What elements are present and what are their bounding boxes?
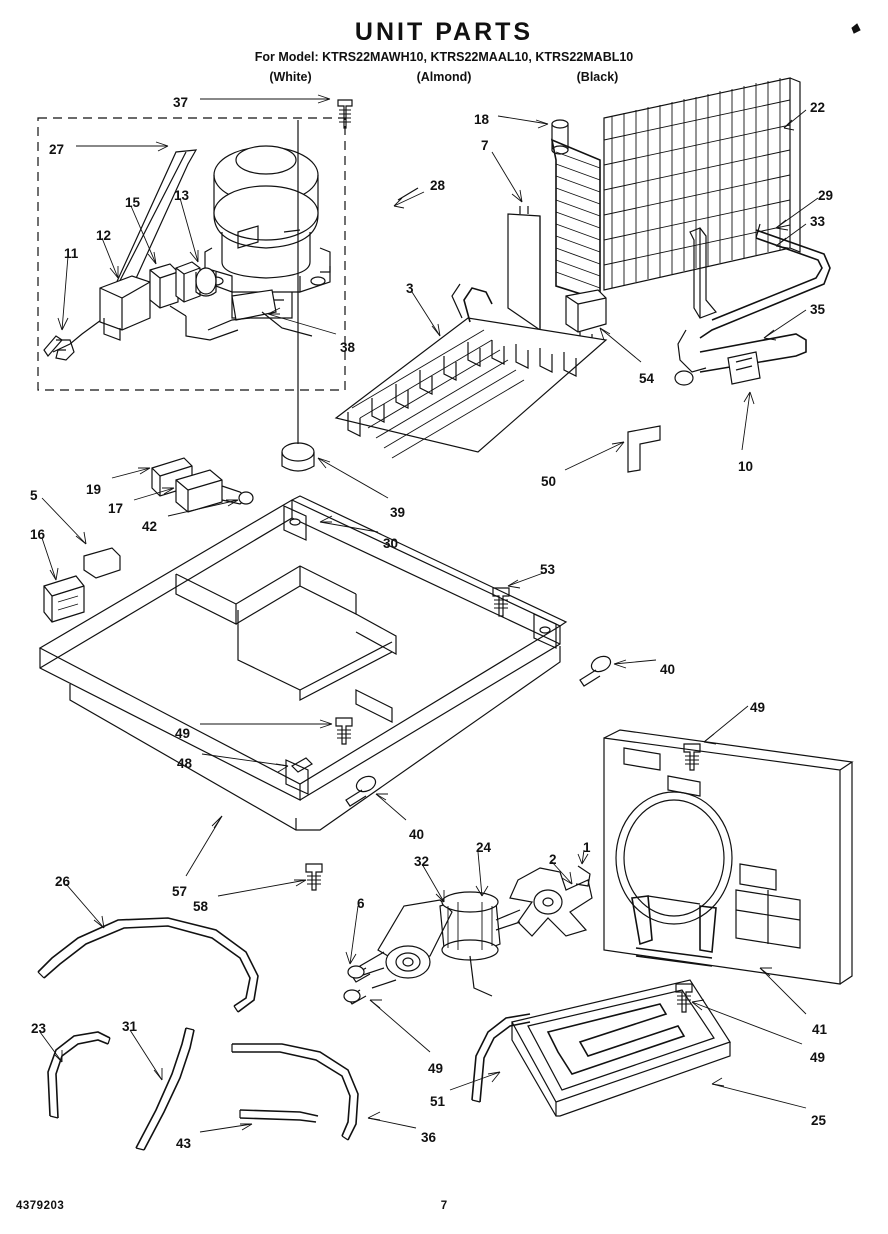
callout-40-right: 40 xyxy=(660,662,676,677)
callout-49-frame: 49 xyxy=(175,726,191,741)
callout-5: 5 xyxy=(30,488,38,503)
callout-38: 38 xyxy=(340,340,356,355)
callout-18: 18 xyxy=(474,112,490,127)
variant-almond: (Almond) xyxy=(416,70,472,84)
callout-49-shroud: 49 xyxy=(750,700,766,715)
callout-27: 27 xyxy=(49,142,65,157)
callout-28: 28 xyxy=(430,178,446,193)
callout-37: 37 xyxy=(173,95,189,110)
callout-16: 16 xyxy=(30,527,46,542)
callout-35: 35 xyxy=(810,302,826,317)
callout-7: 7 xyxy=(481,138,489,153)
callout-12: 12 xyxy=(96,228,112,243)
callout-15: 15 xyxy=(125,195,141,210)
callout-3: 3 xyxy=(406,281,414,296)
callout-19: 19 xyxy=(86,482,102,497)
document-number: 4379203 xyxy=(16,1200,65,1212)
callout-26: 26 xyxy=(55,874,71,889)
callout-23: 23 xyxy=(31,1021,47,1036)
callout-48: 48 xyxy=(177,756,193,771)
callout-17: 17 xyxy=(108,501,124,516)
callout-11: 11 xyxy=(64,246,79,261)
variant-black: (Black) xyxy=(576,70,619,84)
callout-10: 10 xyxy=(738,459,754,474)
callout-1: 1 xyxy=(583,840,591,855)
callout-53: 53 xyxy=(540,562,556,577)
callout-49-motor: 49 xyxy=(428,1061,444,1076)
variant-white: (White) xyxy=(269,70,312,84)
callout-42: 42 xyxy=(142,519,158,534)
callout-6: 6 xyxy=(357,896,365,911)
callout-31: 31 xyxy=(122,1019,138,1034)
callout-57: 57 xyxy=(172,884,188,899)
callout-39: 39 xyxy=(390,505,406,520)
callout-51: 51 xyxy=(430,1094,446,1109)
callout-58: 58 xyxy=(193,899,209,914)
callout-24: 24 xyxy=(476,840,492,855)
callout-36: 36 xyxy=(421,1130,437,1145)
callout-50: 50 xyxy=(541,474,557,489)
callout-29: 29 xyxy=(818,188,834,203)
callout-41: 41 xyxy=(812,1022,828,1037)
callout-25: 25 xyxy=(811,1113,827,1128)
model-subtitle: For Model: KTRS22MAWH10, KTRS22MAAL10, KTRS22MABL10 xyxy=(254,50,634,64)
page-number: 7 xyxy=(440,1200,448,1212)
callout-32: 32 xyxy=(414,854,430,869)
page-title: UNIT PARTS xyxy=(354,18,534,46)
callout-13: 13 xyxy=(174,188,190,203)
callout-2: 2 xyxy=(549,852,557,867)
callout-33: 33 xyxy=(810,214,826,229)
callout-54: 54 xyxy=(639,371,655,386)
callout-22: 22 xyxy=(810,100,826,115)
callout-30: 30 xyxy=(383,536,399,551)
callout-40-lower: 40 xyxy=(409,827,425,842)
callout-49-pan: 49 xyxy=(810,1050,826,1065)
callout-43: 43 xyxy=(176,1136,192,1151)
